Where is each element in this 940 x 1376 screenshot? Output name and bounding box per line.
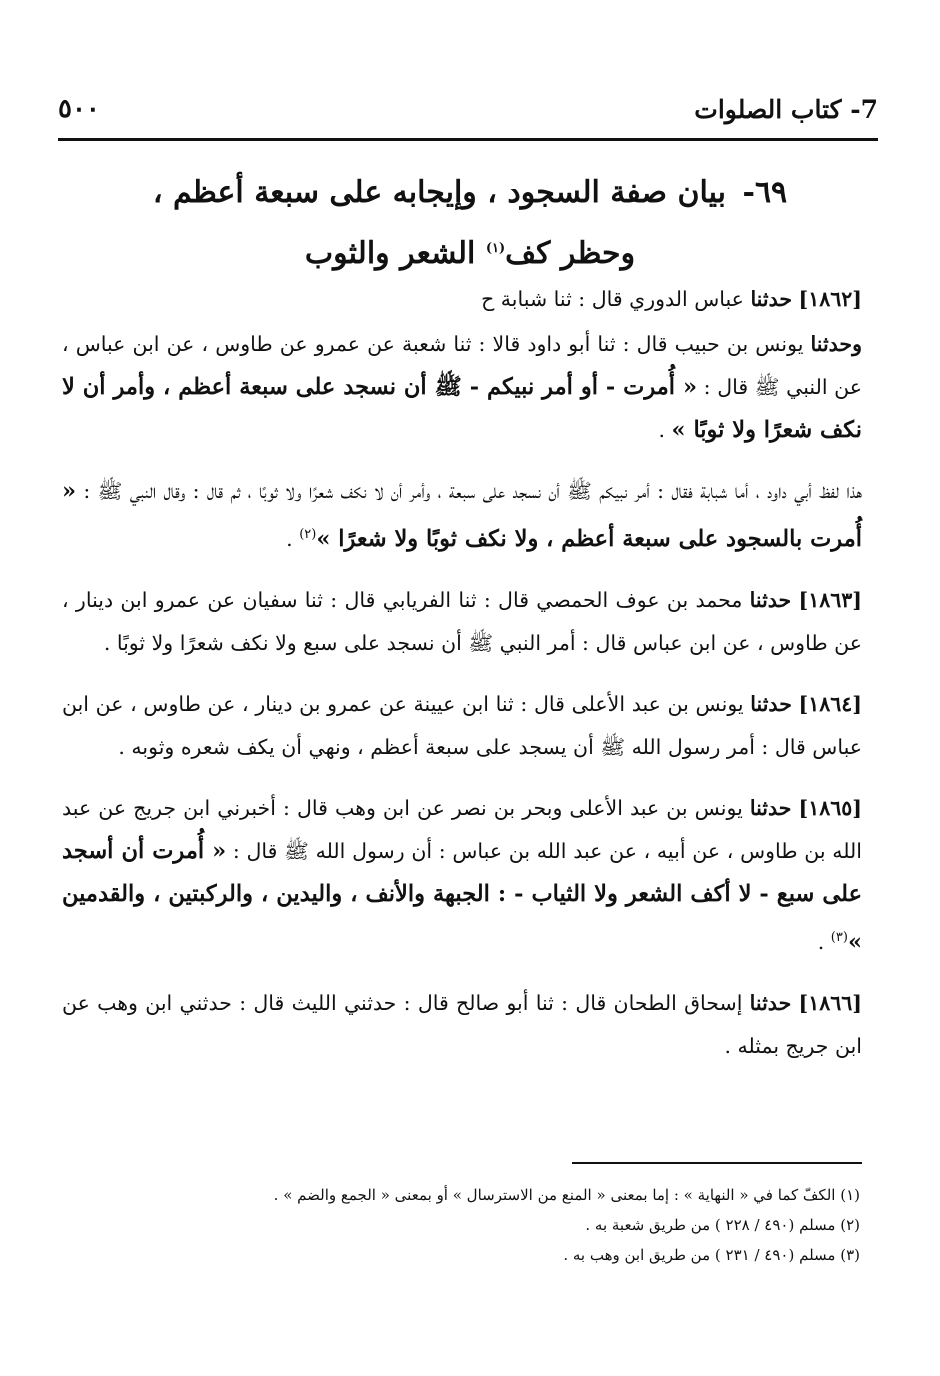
footnote-3: (٣) مسلم (٤٩٠ / ٢٣١ ) من طريق ابن وهب به . — [563, 1246, 860, 1264]
hadith-1863 — [62, 579, 862, 665]
hadith-text-end: . — [817, 929, 831, 954]
hadith-1866 — [62, 982, 862, 1068]
hadith-number: [١٨٦٢] — [798, 287, 862, 311]
hadith-1862-continuation — [62, 323, 862, 452]
haddathana-word: حدثنا — [750, 287, 793, 311]
chapter-heading — [70, 165, 870, 282]
chapter-title-line-1: بيان صفة السجود ، وإيجابه على سبعة أعظم ، — [152, 175, 727, 210]
hadith-text: يونس بن حبيب قال : ثنا أبو داود قالا : ثنا شعبة عن عمرو عن طاوس ، عن ابن عباس ، عن النبي ﷺ قال : — [62, 332, 863, 399]
footnote-divider — [572, 1162, 862, 1164]
chapter-heading-line-1 — [70, 165, 870, 221]
prophetic-quote: « أُمرت أن أسجد على سبع - لا أكف الشعر ولا الثياب - : الجبهة والأنف ، واليدين ، والركبتين ، والقدمين » — [62, 837, 862, 955]
haddathana-word: حدثنا — [750, 691, 792, 716]
hadith-number: [١٨٦٦] — [798, 990, 862, 1015]
footnote-ref-3: (٣) — [830, 929, 848, 945]
chapter-title-line-2a: وحظر كف — [505, 236, 636, 271]
prophetic-quote: « أُمرت بالسجود على سبعة أعظم ، ولا نكف ثوبًا ولا شعرًا » — [62, 478, 862, 552]
hadith-number: [١٨٦٣] — [798, 587, 862, 612]
footnote-ref-1: (١) — [485, 241, 506, 256]
footnote-ref-2: (٢) — [299, 527, 317, 542]
chapter-title-line-2b: الشعر والثوب — [304, 236, 486, 271]
hadith-text: هذا لفظ أبي داود ، أما شبابة فقال : أمر نبيكم ﷺ أن نسجد على سبعة ، وأمر أن لا نكف شعرًا ولا ثوبًا ، ثم قال : وقال النبي ﷺ : — [76, 479, 862, 503]
hadith-text: عباس الدوري قال : ثنا شبابة ح — [481, 287, 751, 311]
hadith-text: يونس بن عبد الأعلى وبحر بن نصر عن ابن وهب قال : أخبرني ابن جريج عن عبد الله بن طاوس ، عن أبيه ، عن عبد الله بن عباس : أن رسول الله ﷺ قال : — [62, 795, 862, 863]
hadith-text: يونس بن عبد الأعلى قال : ثنا ابن عيينة عن عمرو بن دينار ، عن طاوس ، عن ابن عباس قال : أمر رسول الله ﷺ أن يسجد على سبعة أعظم ، ونهي أن يكف شعره وثوبه . — [62, 691, 862, 759]
prophetic-quote: « أُمرت - أو أمر نبيكم - ﷺ أن نسجد على سبعة أعظم ، وأمر أن لا نكف شعرًا ولا ثوبًا » — [62, 374, 862, 443]
haddathana-word: حدثنا — [749, 587, 792, 612]
footnote-2: (٢) مسلم (٤٩٠ / ٢٢٨ ) من طريق شعبة به . — [585, 1216, 860, 1234]
hadith-text: إسحاق الطحان قال : ثنا أبو صالح قال : حدثني الليث قال : حدثني ابن وهب عن ابن جريج بمثله . — [62, 990, 862, 1058]
hadith-body — [62, 278, 862, 1086]
haddathana-word: وحدثنا — [810, 332, 862, 356]
page-number: ٥٠٠ — [58, 94, 100, 124]
hadith-text-end: . — [658, 418, 672, 442]
hadith-text: محمد بن عوف الحمصي قال : ثنا الفريابي قال : ثنا سفيان عن عمرو ابن دينار ، عن طاوس ، عن ابن عباس قال : أمر النبي ﷺ أن نسجد على سبع ولا نكف شعرًا ولا ثوبًا . — [62, 587, 862, 655]
footnote-1: (١) الكفّ كما في « النهاية » : إما بمعنى « المنع من الاسترسال » أو بمعنى « الجمع والضم » . — [273, 1186, 860, 1204]
page-header — [58, 80, 878, 141]
hadith-1865 — [62, 787, 862, 964]
hadith-text-end: . — [286, 526, 300, 551]
haddathana-word: حدثنا — [749, 795, 792, 820]
running-title: 7- كتاب الصلوات — [694, 94, 878, 124]
chapter-number: ٦٩- — [742, 175, 788, 210]
haddathana-word: حدثنا — [749, 990, 792, 1015]
hadith-1864 — [62, 683, 862, 769]
hadith-number: [١٨٦٤] — [798, 691, 862, 716]
hadith-number: [١٨٦٥] — [798, 795, 862, 820]
chapter-heading-line-2 — [70, 221, 870, 282]
hadith-1862 — [62, 278, 862, 321]
hadith-1862-note — [62, 470, 862, 561]
footnotes — [100, 1180, 860, 1270]
